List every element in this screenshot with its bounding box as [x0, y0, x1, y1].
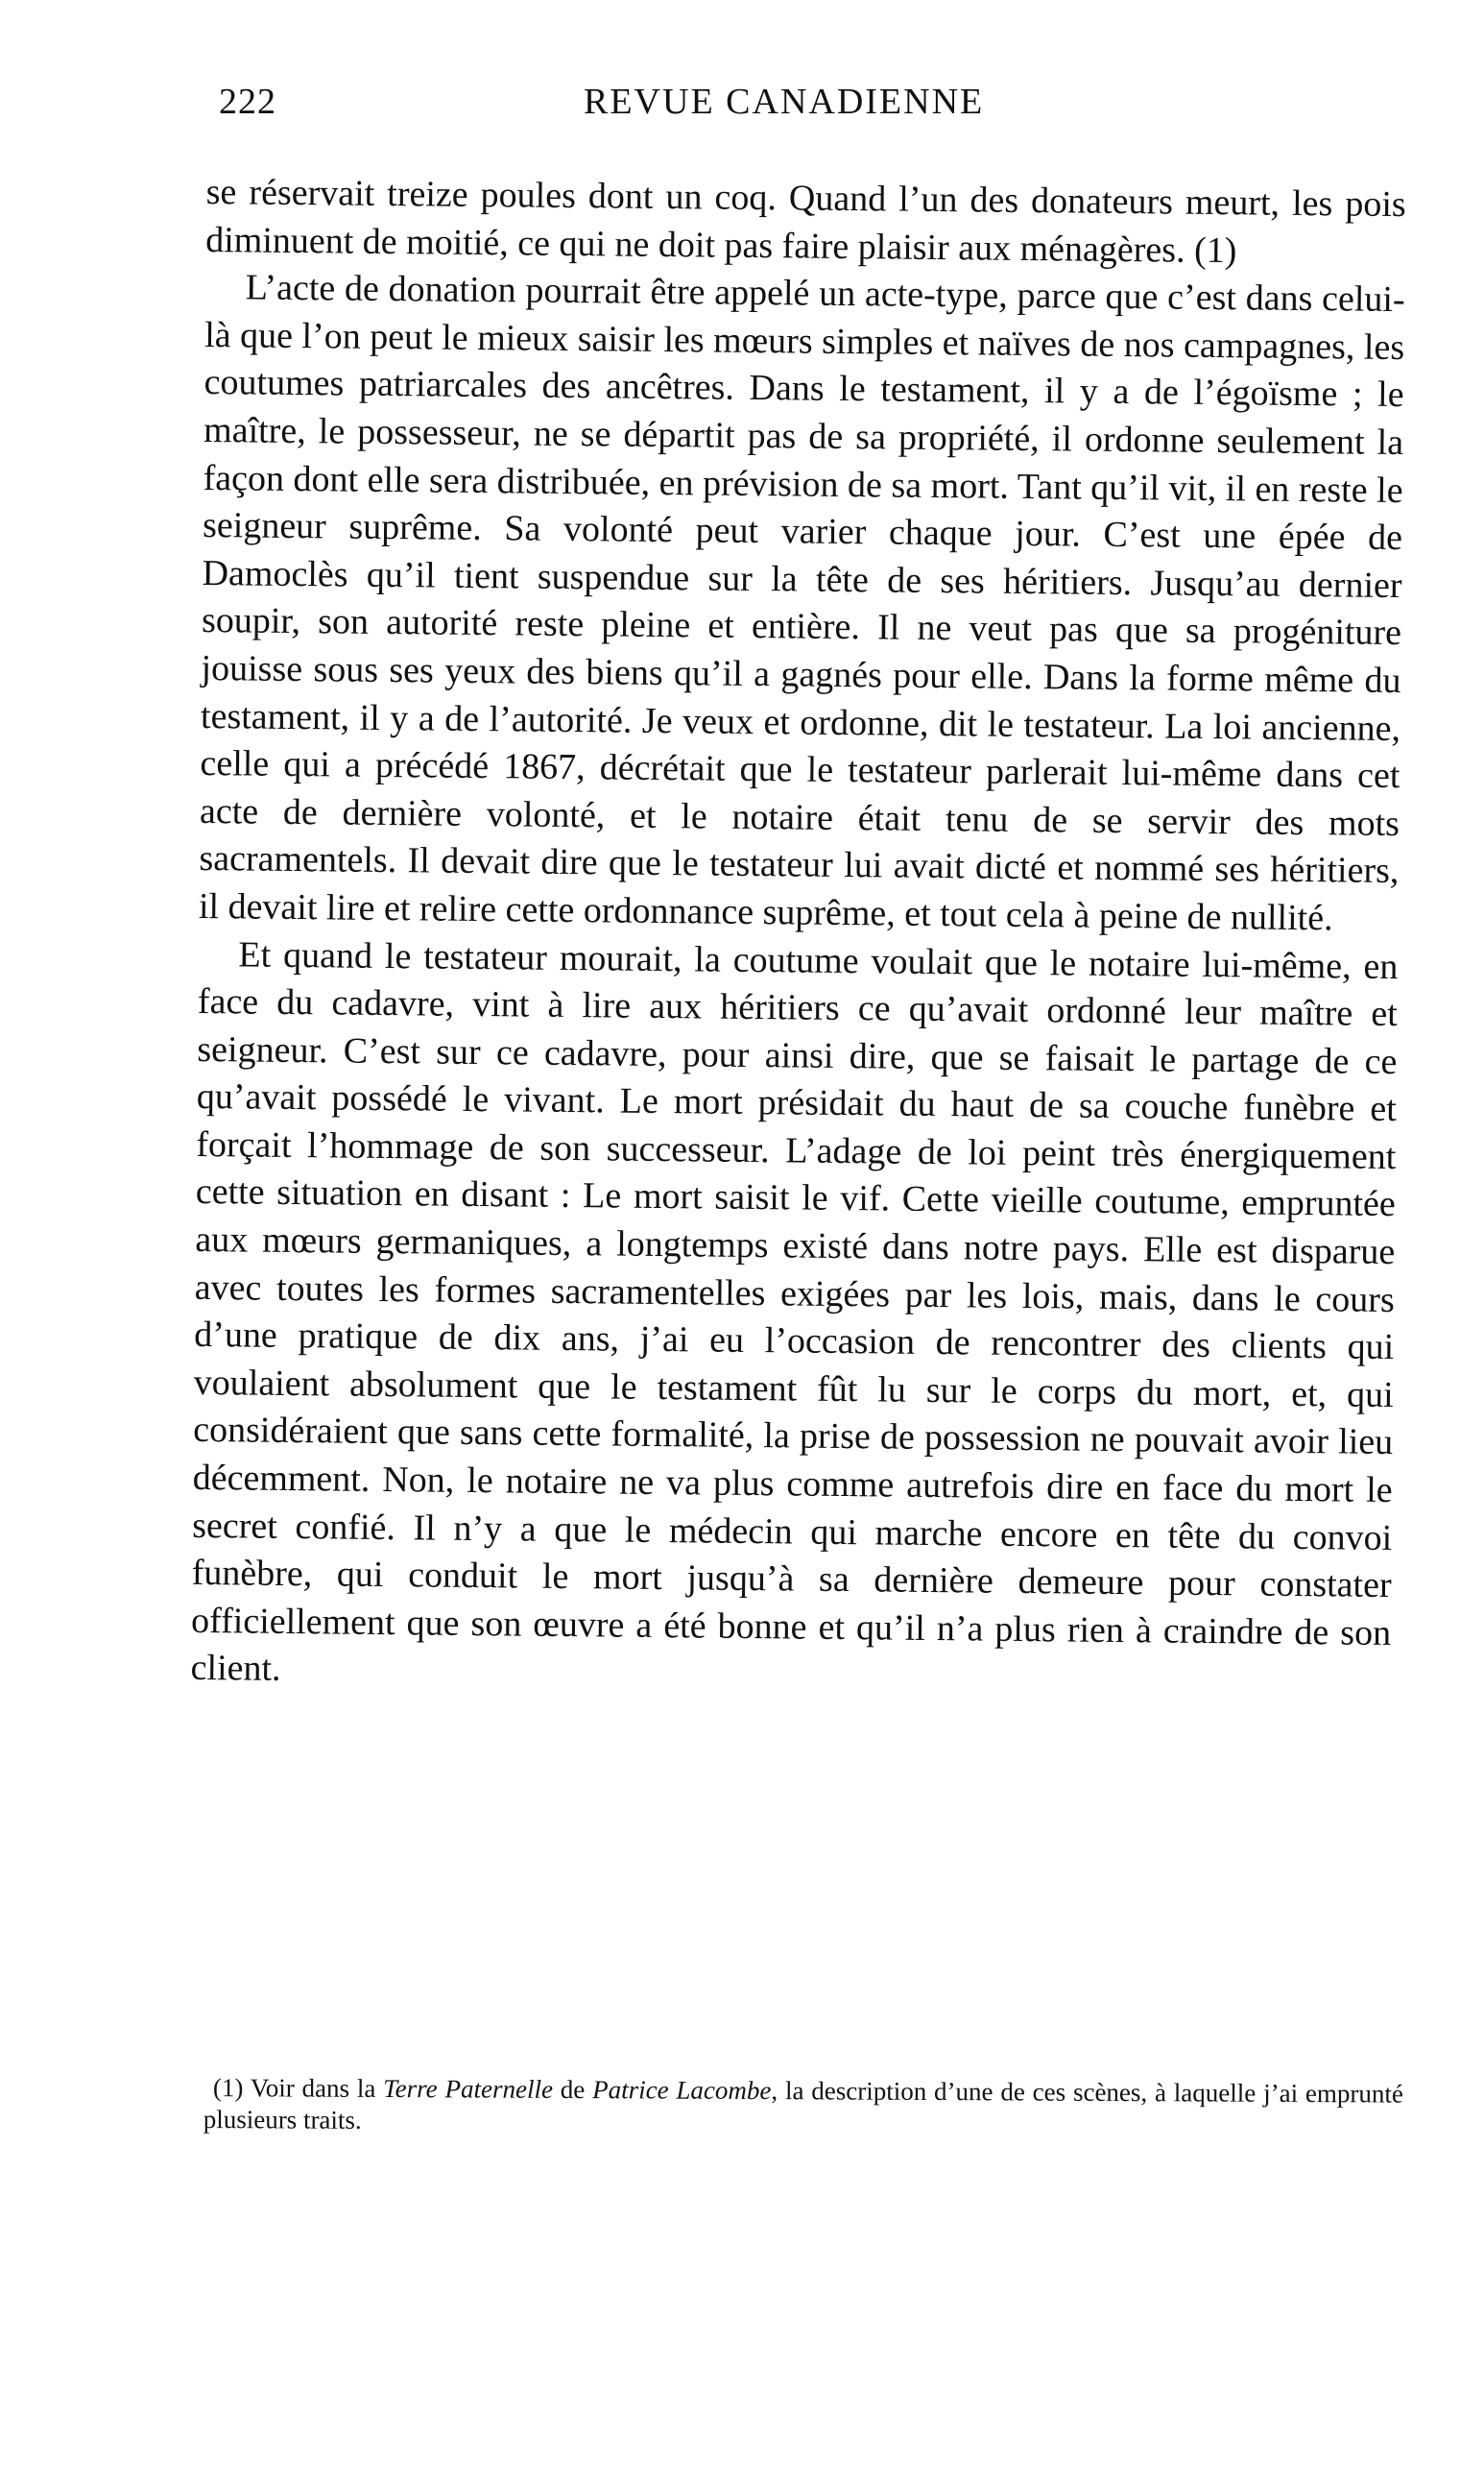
- paragraph-testament: L’acte de donation pourrait être appelé un acte-type, parce que c’est dans celui-là que l’on peut le mieux saisir les mœurs simples et naïves de nos campagnes, les coutumes patriarcales des ancêtres. Dans le testament, il y a de l’égoïsme ; le maître, le possesseur, ne se départit pas de sa propriété, il ordonne seulement la façon dont elle sera distribuée, en prévision de sa mort. Tant qu’il vit, il en reste le seigneur suprême. Sa volonté peut varier chaque jour. C’est une épée de Damoclès qu’il tient suspendue sur la tête de ses héritiers. Jusqu’au dernier soupir, son autorité reste pleine et entière. Il ne veut pas que sa progéniture jouisse sous ses yeux des biens qu’il a gagnés pour elle. Dans la forme même du testament, il y a de l’autorité. Je veux et ordonne, dit le testateur. La loi ancienne, celle qui a précédé 1867, décrétait que le testateur parlerait lui-même dans cet acte de dernière volonté, et le notaire était tenu de se servir des mots sacramentels. Il devait dire que le testateur lui avait dicté et nommé ses héritiers, il devait lire et relire cette ordonnance suprême, et tout cela à peine de nullité.: [198, 267, 1405, 939]
- footnote-suffix: , la description d’une de ces scènes, à laquelle j’ai emprunté plusieurs traits.: [203, 2076, 1403, 2135]
- page-number: 222: [219, 82, 276, 122]
- body-text: [190, 169, 1406, 1705]
- footnote-prefix: (1) Voir dans la: [212, 2073, 384, 2103]
- footnote-text: [203, 2072, 1403, 2142]
- footnote: [203, 2072, 1403, 2142]
- paragraph-coutume: Et quand le testateur mourait, la coutume voulait que le notaire lui-même, en face du cadavre, vint à lire aux héritiers ce qu’avait ordonné leur maître et seigneur. C’est sur ce cadavre, pour ainsi dire, que se faisait le partage de ce qu’avait possédé le vivant. Le mort présidait du haut de sa couche funèbre et forçait l’hommage de son successeur. L’adage de loi peint très énergiquement cette situation en disant : Le mort saisit le vif. Cette vieille coutume, empruntée aux mœurs germaniques, a longtemps existé dans notre pays. Elle est disparue avec toutes les formes sacramentelles exigées par les lois, mais, dans le cours d’une pratique de dix ans, j’ai eu l’occasion de rencontrer des clients qui voulaient absolument que le testament fût lu sur le corps du mort, et, qui considéraient que sans cette formalité, la prise de possession ne pouvait avoir lieu décemment. Non, le notaire ne va plus comme autrefois dire en face du mort le secret confié. Il n’y a que le médecin qui marche encore en tête du convoi funèbre, qui conduit le mort jusqu’à sa dernière demeure pour constater officiellement que son œuvre a été bonne et qu’il n’a plus rien à craindre de son client.: [190, 933, 1399, 1690]
- running-head: REVUE CANADIENNE: [584, 82, 985, 122]
- footnote-work-title: Terre Paternelle: [383, 2073, 554, 2104]
- footnote-author: Patrice Lacombe: [592, 2075, 772, 2106]
- page-header: [219, 81, 1044, 138]
- footnote-middle: de: [552, 2074, 593, 2105]
- paragraph-continuation: se réservait treize poules dont un coq. Quand l’un des donateurs meurt, les pois diminuent de moitié, ce qui ne doit pas faire plaisir aux ménagères. (1): [205, 171, 1406, 271]
